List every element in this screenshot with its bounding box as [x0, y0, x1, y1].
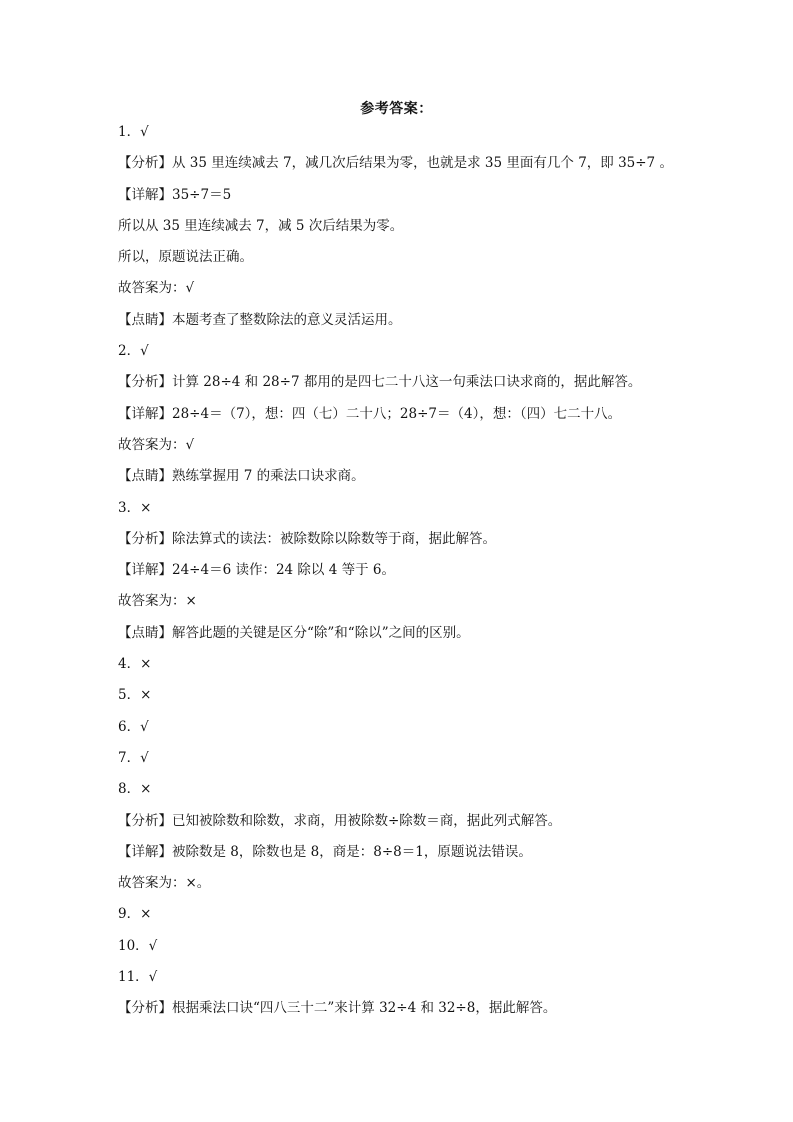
- answer-line: 【点睛】解答此题的关键是区分“除”和“除以”之间的区别。: [118, 624, 470, 641]
- answer-line: 【分析】已知被除数和除数，求商，用被除数÷除数＝商，据此列式解答。: [118, 812, 562, 829]
- answer-line: 【分析】从 35 里连续减去 7，减几次后结果为零，也就是求 35 里面有几个 7，即 35÷7 。: [118, 155, 673, 172]
- answer-line: 故答案为：×: [118, 593, 197, 610]
- answer-line: 故答案为：√: [118, 280, 195, 297]
- answer-line: 【分析】计算 28÷4 和 28÷7 都用的是四七二十八这一句乘法口诀求商的，据此解答。: [118, 374, 642, 391]
- answer-line: 4．×: [118, 656, 152, 673]
- answer-text-block: [118, 124, 718, 1032]
- answer-line: 【详解】35÷7＝5: [118, 186, 232, 203]
- answer-line: 2．√: [118, 343, 149, 360]
- answer-line: 故答案为：×。: [118, 875, 211, 892]
- answer-line: 6．√: [118, 718, 149, 735]
- answer-line: 【分析】除法算式的读法：被除数除以除数等于商，据此解答。: [118, 530, 496, 547]
- answer-line: 1．√: [118, 124, 149, 140]
- answer-line: 故答案为：√: [118, 436, 195, 453]
- answer-line: 所以从 35 里连续减去 7，减 5 次后结果为零。: [118, 217, 404, 234]
- answer-line: 【详解】24÷4＝6 读作：24 除以 4 等于 6。: [118, 562, 395, 579]
- answer-line: 5．×: [118, 687, 152, 704]
- answer-line: 【点睛】熟练掌握用 7 的乘法口诀求商。: [118, 468, 365, 485]
- answer-line: 11．√: [118, 969, 158, 986]
- answer-line: 【点睛】本题考查了整数除法的意义灵活运用。: [118, 311, 402, 328]
- page-title: 参考答案：: [360, 101, 433, 117]
- answer-line: 7．√: [118, 749, 149, 766]
- answer-line: 9．×: [118, 906, 152, 923]
- answer-line: 【详解】被除数是 8，除数也是 8，商是：8÷8＝1，原题说法错误。: [118, 843, 532, 860]
- answer-line: 10．√: [118, 937, 158, 954]
- answer-line: 8．×: [118, 781, 152, 798]
- answer-line: 3．×: [118, 499, 152, 516]
- answer-line: 【详解】28÷4＝（7），想：四（七）二十八；28÷7＝（4），想：（四）七二十八。: [118, 405, 622, 422]
- answer-line: 所以，原题说法正确。: [118, 249, 253, 266]
- answer-line: 【分析】根据乘法口诀“四八三十二”来计算 32÷4 和 32÷8，据此解答。: [118, 1000, 557, 1017]
